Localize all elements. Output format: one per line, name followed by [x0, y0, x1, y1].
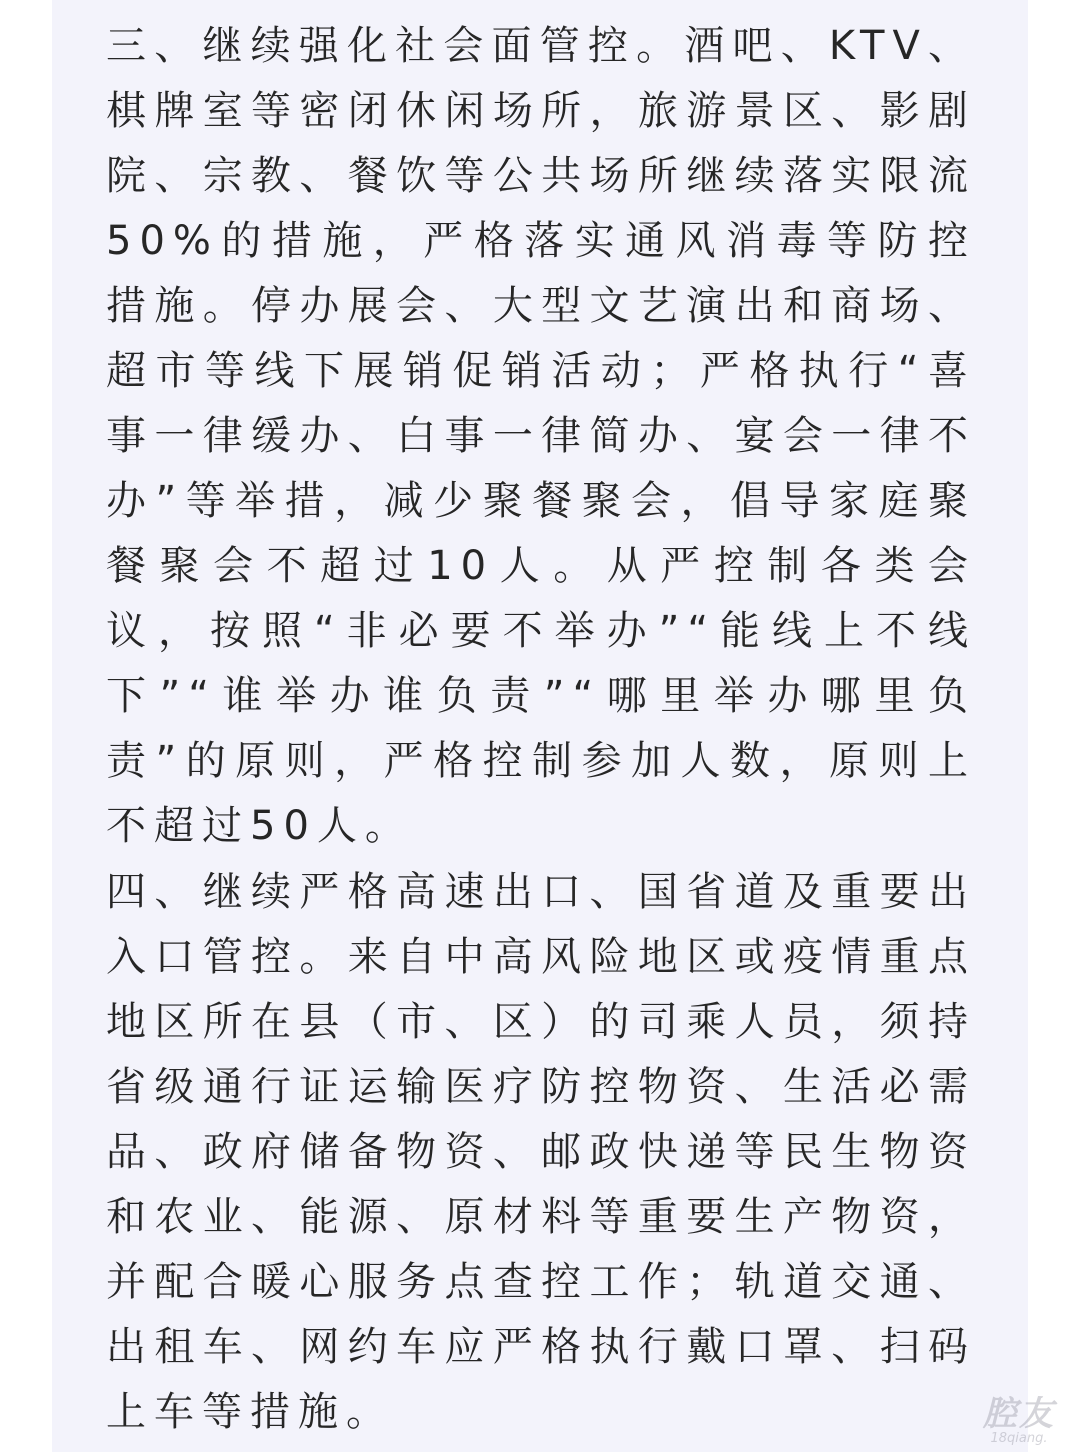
paragraph-section-three: 三、继续强化社会面管控。酒吧、KTV、棋牌室等密闭休闲场所，旅游景区、影剧院、宗教、餐饮等公共场所继续落实限流50%的措施，严格落实通风消毒等防控措施。停办展会、大型文艺演出和商场、超市等线下展销促销活动；严格执行“喜事一律缓办、白事一律简办、宴会一律不办”等举措，减少聚餐聚会，倡导家庭聚餐聚会不超过10人。从严控制各类会议，按照“非必要不举办”“能线上不线下”“谁举办谁负责”“哪里举办哪里负责”的原则，严格控制参加人数，原则上不超过50人。 — [106, 23, 976, 849]
document-page — [52, 0, 1028, 1452]
paragraph-section-four: 四、继续严格高速出口、国省道及重要出入口管控。来自中高风险地区或疫情重点地区所在县（市、区）的司乘人员，须持省级通行证运输医疗防控物资、生活必需品、政府储备物资、邮政快递等民生物资和农业、能源、原材料等重要生产物资，并配合暖心服务点查控工作；轨道交通、出租车、网约车应严格执行戴口罩、扫码上车等措施。 — [106, 869, 976, 1435]
watermark-url: 18qiang. — [990, 1431, 1048, 1446]
watermark-text: 腔友 — [983, 1394, 1055, 1434]
site-watermark — [964, 1396, 1074, 1446]
